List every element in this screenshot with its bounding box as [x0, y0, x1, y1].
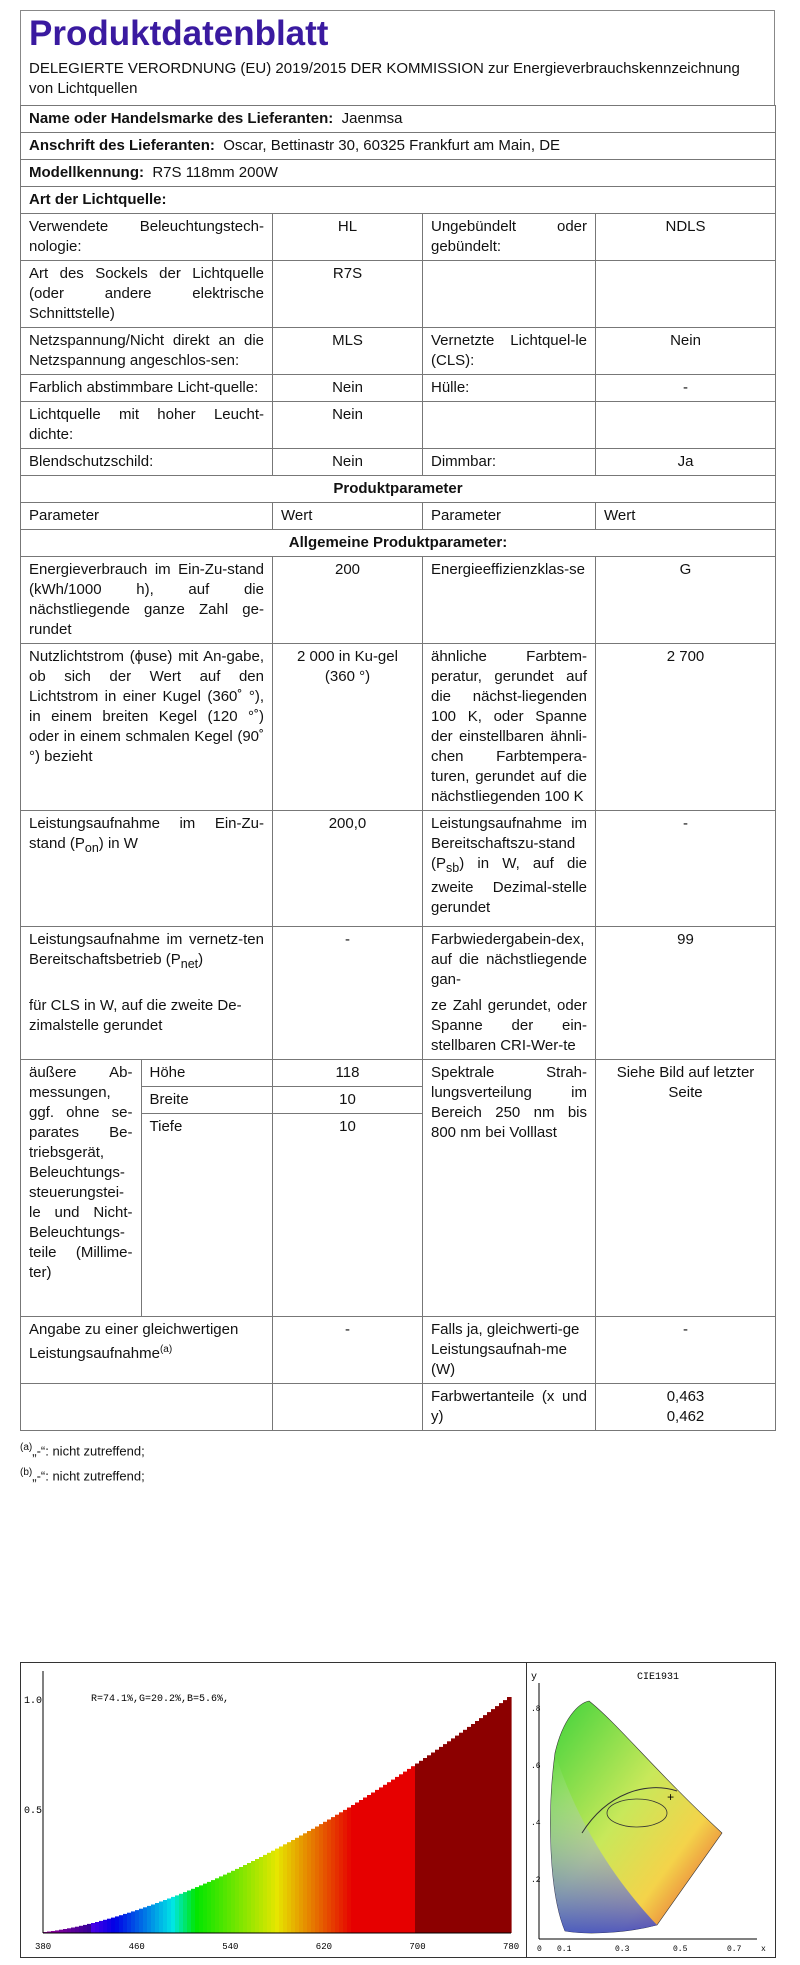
spectrum-bar	[123, 1914, 128, 1933]
spectrum-bar	[327, 1820, 332, 1934]
spectrum-bar	[343, 1810, 348, 1933]
spectrum-bar	[167, 1899, 172, 1934]
table-row: Farblich abstimmbare Licht-quelle: Nein Hülle: -	[21, 375, 776, 402]
spectrum-bar	[435, 1750, 440, 1933]
spectrum-bar	[319, 1824, 324, 1933]
spectrum-bar	[507, 1697, 512, 1933]
spectrum-bar	[391, 1780, 396, 1933]
spectrum-bar	[223, 1875, 228, 1933]
x-tick-label: 0.5	[673, 1945, 688, 1954]
spectrum-bar	[423, 1758, 428, 1933]
spectrum-bar	[295, 1838, 300, 1933]
spectrum-bar	[87, 1924, 92, 1933]
page-title: Produktdatenblatt	[29, 14, 329, 53]
x-tick-label: 460	[128, 1942, 145, 1952]
spectrum-bar	[503, 1700, 508, 1933]
spectrum-bar	[211, 1880, 216, 1933]
spectrum-bar	[483, 1715, 488, 1933]
spectrum-bar	[339, 1812, 344, 1933]
address-row: Anschrift des Lieferanten: Oscar, Bettinastr 30, 60325 Frankfurt am Main, DE	[21, 133, 776, 160]
spectrum-bar	[139, 1909, 144, 1933]
x-tick-label: 700	[409, 1942, 426, 1952]
spectrum-bar	[247, 1863, 252, 1933]
spectrum-bar	[467, 1727, 472, 1933]
spectrum-bar	[447, 1741, 452, 1933]
header	[20, 10, 775, 105]
spectrum-bar	[171, 1897, 176, 1933]
spectrum-bar	[207, 1882, 212, 1933]
spectrum-bar	[415, 1764, 420, 1934]
dimensions-label: äußere Ab-messungen, ggf. ohne se-parates Be-triebsgerät, Beleuchtungs-steuerungstei-le und Nicht-Beleuchtungs-teile (Millime-ter)	[21, 1060, 141, 1316]
spectrum-bar	[491, 1709, 496, 1933]
spectrum-bar	[67, 1928, 72, 1933]
spectrum-bar	[287, 1842, 292, 1933]
spectrum-bar	[79, 1926, 84, 1933]
spectrum-bar	[163, 1900, 168, 1933]
spectrum-bar	[279, 1847, 284, 1934]
spectrum-bar	[271, 1851, 276, 1933]
spectrum-bar	[147, 1906, 152, 1933]
light-type-heading: Art der Lichtquelle:	[21, 187, 776, 214]
spectrum-bar	[103, 1920, 108, 1933]
spectrum-bar	[71, 1928, 76, 1934]
spectrum-bar	[479, 1718, 484, 1933]
regulation-text: DELEGIERTE VERORDNUNG (EU) 2019/2015 DER KOMMISSION zur Energieverbrauchskennzeichnung von Lichtquellen	[29, 60, 740, 97]
x-tick-label: 540	[222, 1942, 239, 1952]
spectrum-bar	[127, 1913, 132, 1933]
spectrum-bar	[431, 1753, 436, 1934]
y-tick-label: .2	[531, 1876, 541, 1885]
spectrum-bar	[315, 1827, 320, 1934]
table-row: Blendschutzschild: Nein Dimmbar: Ja	[21, 449, 776, 476]
spectrum-bar	[299, 1836, 304, 1934]
spectrum-bar	[263, 1855, 268, 1933]
white-point-marker: +	[667, 1791, 675, 1805]
spectrum-bar	[475, 1721, 480, 1933]
x-tick-label: 780	[503, 1942, 520, 1952]
spectrum-bar	[455, 1736, 460, 1933]
spectrum-bar	[275, 1849, 280, 1933]
spectrum-bar	[131, 1911, 136, 1933]
spectrum-bar	[187, 1891, 192, 1934]
spectrum-bar	[191, 1889, 196, 1933]
spectrum-bar	[95, 1922, 100, 1933]
y-axis-label: y	[531, 1672, 538, 1683]
spectrum-bar	[179, 1894, 184, 1933]
spectrum-bar	[267, 1853, 272, 1933]
spectrum-bar	[283, 1844, 288, 1933]
spectrum-bar	[303, 1833, 308, 1933]
table-row: Nutzlichtstrom (ϕuse) mit An-gabe, ob sich der Wert auf den Lichtstrom in einer Kugel (360˚ °), in einem breiten Kegel (120 °˚) oder in einem schmalen Kegel (90˚ °) bezieht 2 000 in Ku-gel (360 °) ähnliche Farbtem-peratur, gerundet auf die nächst-liegenden 100 K, oder Spanne der einstellbaren ähnli-chen Farbtempera-turen, gerundet auf die nächstliegenden 100 K 2 700	[21, 644, 776, 811]
spectrum-bar	[107, 1919, 112, 1933]
x-tick-label: 380	[35, 1942, 52, 1952]
table-row: Verwendete Beleuchtungstech-nologie: HL Ungebündelt oder gebündelt: NDLS	[21, 214, 776, 261]
spectrum-bar	[219, 1876, 224, 1933]
spectrum-bar	[387, 1782, 392, 1933]
spectrum-bar	[251, 1861, 256, 1933]
spectrum-bar	[99, 1921, 104, 1933]
table-row: Leistungsaufnahme im vernetz-ten Bereitschaftsbetrieb $(P_{net})$ - Farbwiedergabein-dex, auf die nächstliegende gan- 99	[21, 927, 776, 994]
cie-title: CIE1931	[637, 1672, 680, 1683]
spectrum-bar	[371, 1793, 376, 1934]
spectrum-bar	[411, 1766, 416, 1933]
spectrum-annotation: R=74.1%,G=20.2%,B=5.6%,	[91, 1694, 230, 1705]
spectrum-bar	[215, 1878, 220, 1933]
spectrum-bar	[383, 1785, 388, 1933]
y-tick-label: 1.0	[24, 1696, 43, 1707]
spectrum-bar	[307, 1831, 312, 1933]
spectrum-bar	[439, 1747, 444, 1933]
table-row: Angabe zu einer gleichwertigen Leistungsaufnahme$^{(a)}$ - Falls ja, gleichwerti-ge Leistungsaufnah-me (W) -	[21, 1317, 776, 1384]
spectrum-bar	[135, 1910, 140, 1933]
spectrum-bar	[471, 1724, 476, 1933]
spectrum-bar	[155, 1903, 160, 1933]
x-tick-label: 0.7	[727, 1945, 742, 1954]
model-row: Modellkennung: R7S 118mm 200W	[21, 160, 776, 187]
spectrum-bar	[227, 1873, 232, 1933]
spectrum-bar	[375, 1790, 380, 1933]
spectrum-bar	[259, 1857, 264, 1933]
spectrum-bar	[255, 1859, 260, 1933]
spectrum-bar	[63, 1929, 68, 1933]
column-headers: Parameter Wert Parameter Wert	[21, 503, 776, 530]
table-row: Farbwertanteile (x und y) 0,463 0,462	[21, 1384, 776, 1431]
spectrum-bar	[203, 1884, 208, 1933]
spectrum-bar	[243, 1865, 248, 1933]
spectrum-bar	[379, 1787, 384, 1933]
spectrum-bar	[183, 1892, 188, 1933]
spectrum-bar	[75, 1927, 80, 1933]
spectrum-bar	[175, 1895, 180, 1933]
table-row: Art des Sockels der Lichtquelle (oder andere elektrische Schnittstelle) R7S	[21, 261, 776, 328]
spectrum-bar	[323, 1822, 328, 1933]
spectrum-bar	[311, 1829, 316, 1933]
spectrum-bar	[347, 1808, 352, 1934]
spectrum-bar	[419, 1761, 424, 1933]
dimensions-row: äußere Ab-messungen, ggf. ohne se-parates Be-triebsgerät, Beleuchtungs-steuerungstei-le und Nicht-Beleuchtungs-teile (Millime-ter) Höhe Breite Tiefe 118 10 10 Spektrale Strah-lungsverteilung im Bereich 250 nm bis 800 nm bei Volllast Siehe Bild auf letzter Seite	[21, 1060, 776, 1317]
y-tick-label: .8	[531, 1705, 541, 1714]
spectrum-bar	[427, 1755, 432, 1933]
spectrum-bar	[151, 1905, 156, 1934]
spectrum-bar	[355, 1803, 360, 1934]
spectrum-bar	[395, 1777, 400, 1933]
y-tick-label: 0.5	[24, 1806, 43, 1817]
spectrum-bar	[111, 1918, 116, 1933]
x-tick-label: 0.3	[615, 1945, 630, 1954]
cie-chart	[526, 1662, 776, 1958]
general-params-heading: Allgemeine Produktparameter:	[21, 530, 776, 557]
table-row: Energieverbrauch im Ein-Zu-stand (kWh/1000 h), auf die nächstliegende ganze Zahl ge-rundet 200 Energieeffizienzklas-se G	[21, 557, 776, 644]
spectrum-bar	[399, 1774, 404, 1933]
spectrum-bar	[451, 1738, 456, 1933]
spectrum-bar	[463, 1730, 468, 1933]
spectrum-bar	[459, 1733, 464, 1933]
spectrum-bar	[199, 1885, 204, 1933]
spectrum-bar	[291, 1840, 296, 1933]
x-axis-label: x	[761, 1945, 766, 1954]
datasheet-table	[20, 105, 776, 1431]
spectrum-bar	[367, 1795, 372, 1933]
spectrum-bar	[91, 1923, 96, 1933]
spectrum-bar	[83, 1925, 88, 1933]
supplier-row: Name oder Handelsmarke des Lieferanten: Jaenmsa	[21, 106, 776, 133]
x-tick-label: 0	[537, 1945, 542, 1954]
spectrum-bar	[359, 1800, 364, 1933]
spectrum-bar	[331, 1817, 336, 1933]
spectrum-bar	[499, 1703, 504, 1933]
table-row: für CLS in W, auf die zweite De-zimalstelle gerundet ze Zahl gerundet, oder Spanne der ein-stellbaren CRI-Wer-te	[21, 993, 776, 1060]
spectrum-bar	[239, 1867, 244, 1933]
spectrum-bar	[403, 1772, 408, 1933]
y-tick-label: .4	[531, 1819, 541, 1828]
spectrum-bar	[335, 1815, 340, 1933]
spectrum-bar	[143, 1907, 148, 1933]
datasheet	[20, 10, 775, 1488]
y-tick-label: .6	[531, 1762, 541, 1771]
product-params-heading: Produktparameter	[21, 476, 776, 503]
spectrum-bar	[407, 1769, 412, 1933]
spectrum-chart	[20, 1662, 528, 1958]
spectrum-bar	[495, 1706, 500, 1933]
table-row: Netzspannung/Nicht direkt an die Netzspannung angeschlos-sen: MLS Vernetzte Lichtquel-le (CLS): Nein	[21, 328, 776, 375]
table-row: Leistungsaufnahme im Ein-Zu-stand $(P_{on})$ in W 200,0 Leistungsaufnahme im Bereitschaftszu-stand $(P_{sb})$ in W, auf die zweite Dezimal-stelle gerundet -	[21, 811, 776, 927]
spectrum-bar	[443, 1744, 448, 1933]
spectrum-bar	[351, 1805, 356, 1933]
x-tick-label: 0.1	[557, 1945, 572, 1954]
x-tick-label: 620	[315, 1942, 333, 1952]
footnotes: $^{(a)}$„-“: nicht zutreffend; $^{(b)}$„-“: nicht zutreffend;	[20, 1442, 145, 1484]
table-row: Lichtquelle mit hoher Leucht-dichte: Nein	[21, 402, 776, 449]
spectrum-bar	[119, 1915, 124, 1933]
spectrum-bar	[231, 1871, 236, 1933]
spectrum-bar	[115, 1916, 120, 1933]
spectrum-bar	[159, 1902, 164, 1934]
spectrum-bar	[235, 1869, 240, 1933]
spectrum-bar	[487, 1712, 492, 1933]
spectrum-bar	[195, 1887, 200, 1933]
spectrum-bar	[363, 1798, 368, 1934]
